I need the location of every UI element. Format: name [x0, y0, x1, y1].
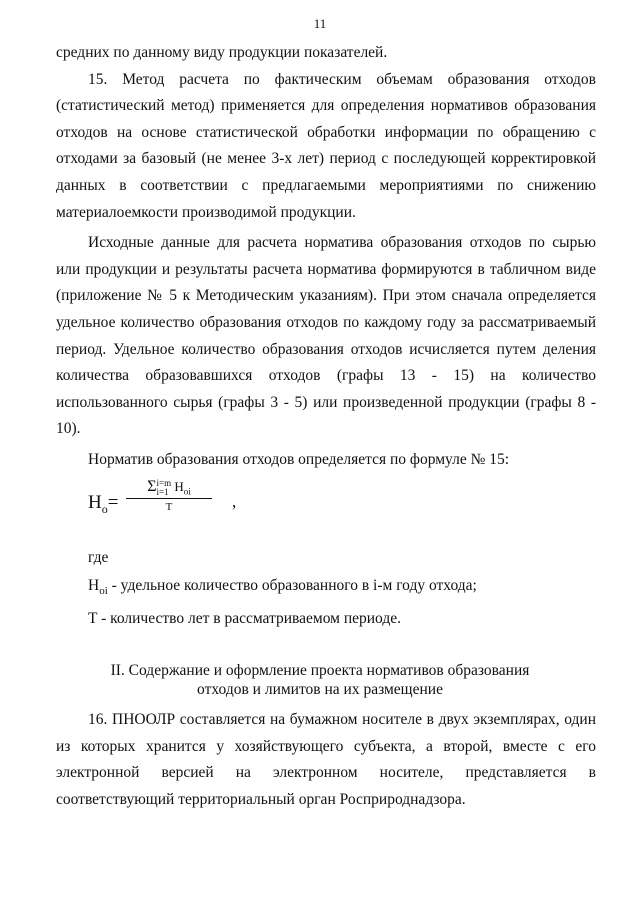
formula-numerator: Σi=m i=1 $H_{oi}$ [126, 478, 212, 499]
formula-denominator: T [165, 501, 173, 514]
formula-lhs: $H_o=$ [88, 492, 119, 516]
formula-fraction [126, 478, 212, 513]
body-text-bottom [56, 707, 596, 813]
paragraph-formula-intro: Норматив образования отходов определяется по формуле № 15: [88, 450, 510, 468]
legend-item-hoi: $H_{oi}$ - удельное количество образованного в i-м году отхода; [88, 577, 477, 598]
page-number: 11 [313, 16, 327, 31]
body-text-top [56, 40, 596, 474]
paragraph-continuation: средних по данному виду продукции показателей. [56, 44, 388, 61]
section-heading-line-2: отходов и лимитов на их размещение [197, 681, 443, 698]
paragraph-source-data: Исходные данные для расчета норматива образования отходов по сырью или продукции и результаты расчета норматива формируются в табличном виде (приложение № 5 к Методическим указаниям). При этом сначала определяется удельное количество образования отходов по каждому году за рассматриваемый период. Удельное количество образования отходов исчисляется путем деления количества образовавшихся отходов (графы 13 - 15) на количество использованного сырья (графы 3 - 5) или произведенной продукции (графы 8 - 10). [56, 234, 596, 438]
paragraph-15: 15. Метод расчета по фактическим объемам образования отходов (статистический метод) применяется для определения нормативов образования отходов на основе статистической обработки информации по обращению с отходами за базовый (не менее 3-х лет) период с последующей корректировкой данных в соответствии с предлагаемыми мероприятиями по снижению материалоемкости производимой продукции. [56, 70, 596, 221]
legend-item-t: T - количество лет в рассматриваемом периоде. [88, 610, 402, 628]
where-word: где [88, 549, 109, 566]
section-heading [0, 661, 640, 699]
formula-legend [88, 545, 568, 634]
paragraph-16: 16. ПНООЛР составляется на бумажном носителе в двух экземплярах, один из которых хранится у хозяйствующего субъекта, а второй, вместе с его электронной версией на электронном носителе, представляется в соответствующий территориальный орган Росприроднадзора. [56, 711, 596, 808]
formula-comma: , [232, 492, 237, 511]
section-heading-line-1: II. Содержание и оформление проекта нормативов образования [110, 662, 530, 679]
formula-15 [88, 478, 288, 538]
